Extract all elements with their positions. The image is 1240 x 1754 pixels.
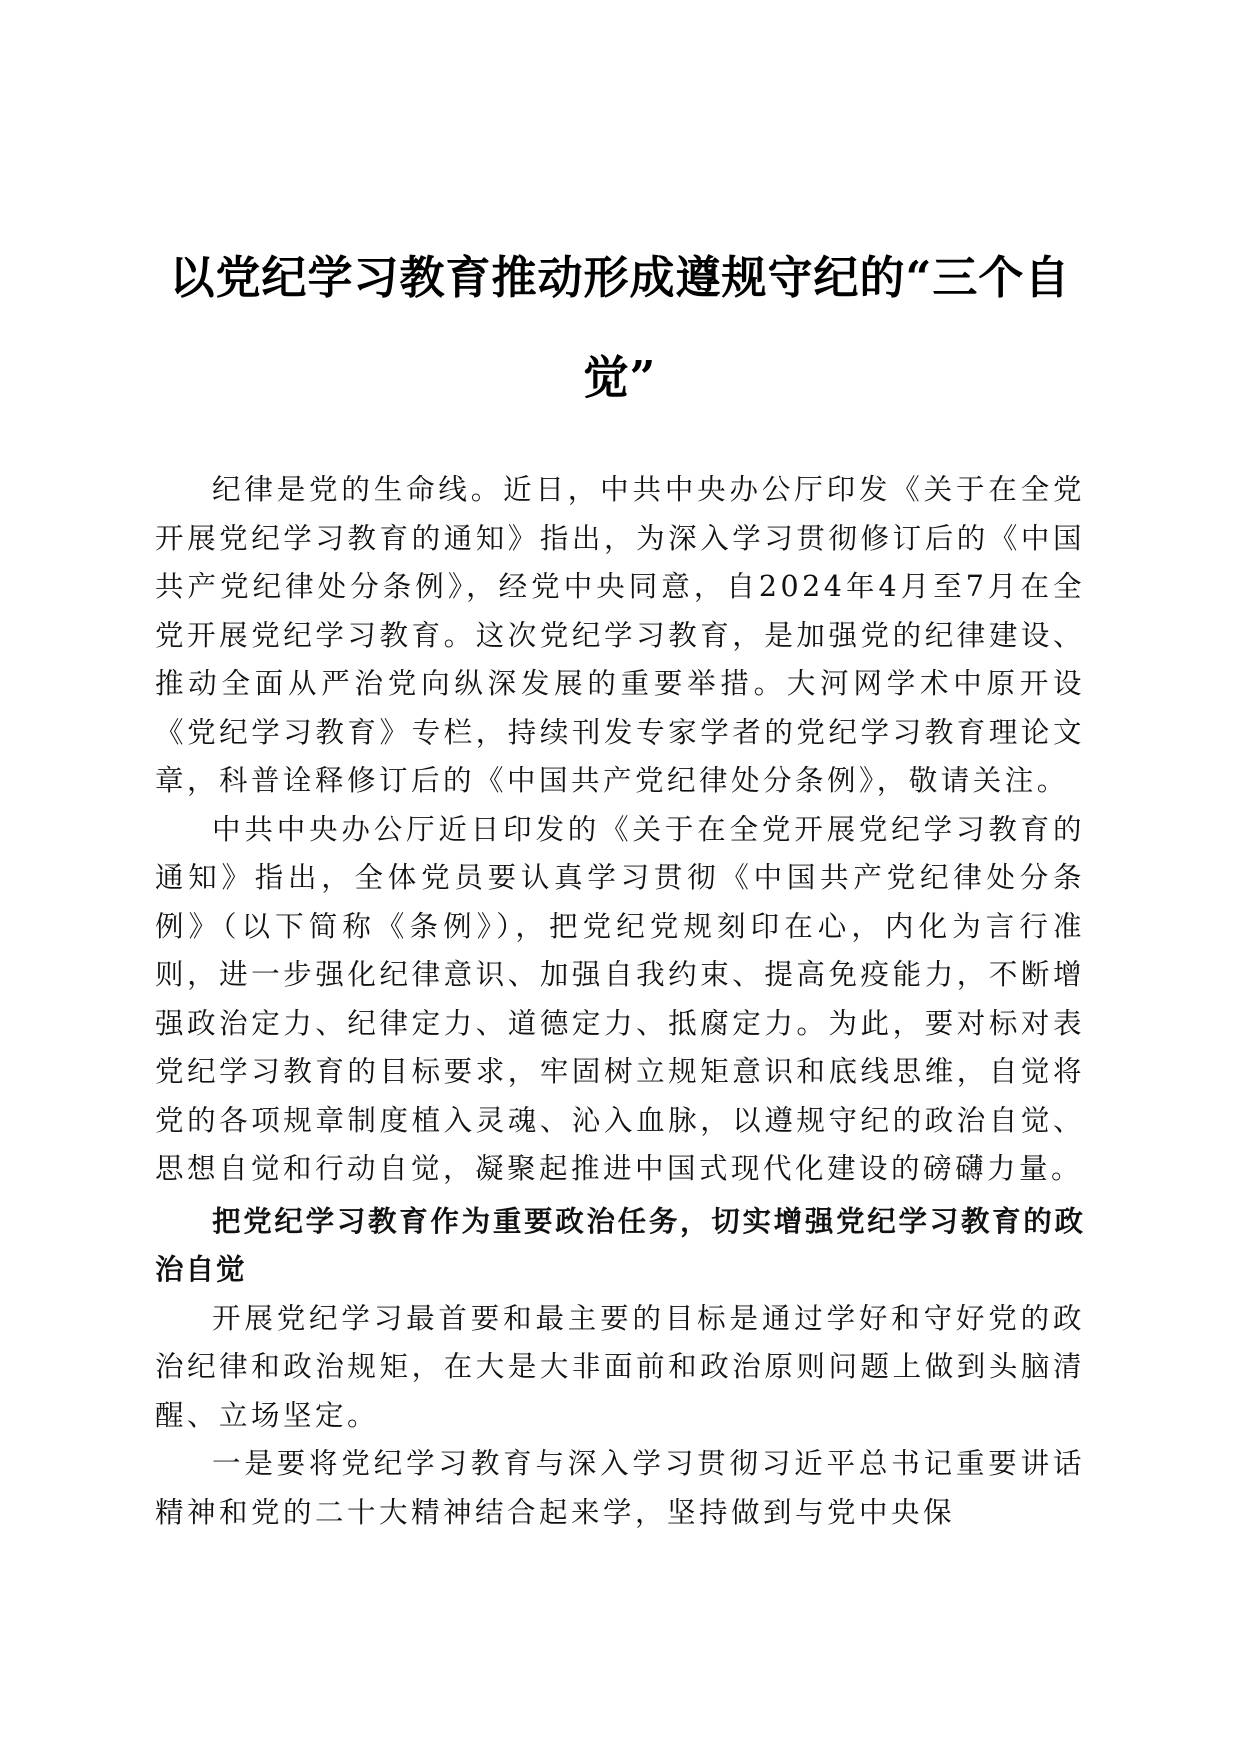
document-page	[155, 0, 1085, 1754]
document-body	[155, 466, 1085, 1537]
body-paragraph-intro: 纪律是党的生命线。近日，中共中央办公厅印发《关于在全党开展党纪学习教育的通知》指出，为深入学习贯彻修订后的《中国共产党纪律处分条例》，经党中央同意，自2024年4月至7月在全党开展党纪学习教育。这次党纪学习教育，是加强党的纪律建设、推动全面从严治党向纵深发展的重要举措。大河网学术中原开设《党纪学习教育》专栏，持续刊发专家学者的党纪学习教育理论文章，科普诠释修订后的《中国共产党纪律处分条例》，敬请关注。	[155, 473, 1085, 797]
body-paragraph-overview: 中共中央办公厅近日印发的《关于在全党开展党纪学习教育的通知》指出，全体党员要认真学习贯彻《中国共产党纪律处分条例》（以下简称《条例》），把党纪党规刻印在心，内化为言行准则，进一步强化纪律意识、加强自我约束、提高免疫能力，不断增强政治定力、纪律定力、道德定力、抵腐定力。为此，要对标对表党纪学习教育的目标要求，牢固树立规矩意识和底线思维，自觉将党的各项规章制度植入灵魂、沁入血脉，以遵规守纪的政治自觉、思想自觉和行动自觉，凝聚起推进中国式现代化建设的磅礴力量。	[155, 812, 1085, 1185]
document-title: 以党纪学习教育推动形成遵规守纪的“三个自觉”	[169, 251, 1071, 404]
section-heading: 把党纪学习教育作为重要政治任务，切实增强党纪学习教育的政治自觉	[155, 1204, 1085, 1286]
section-paragraph-1: 开展党纪学习最首要和最主要的目标是通过学好和守好党的政治纪律和政治规矩，在大是大非面前和政治原则问题上做到头脑清醒、立场坚定。	[155, 1301, 1085, 1432]
section-paragraph-2: 一是要将党纪学习教育与深入学习贯彻习近平总书记重要讲话精神和党的二十大精神结合起来学，坚持做到与党中央保	[155, 1447, 1085, 1529]
